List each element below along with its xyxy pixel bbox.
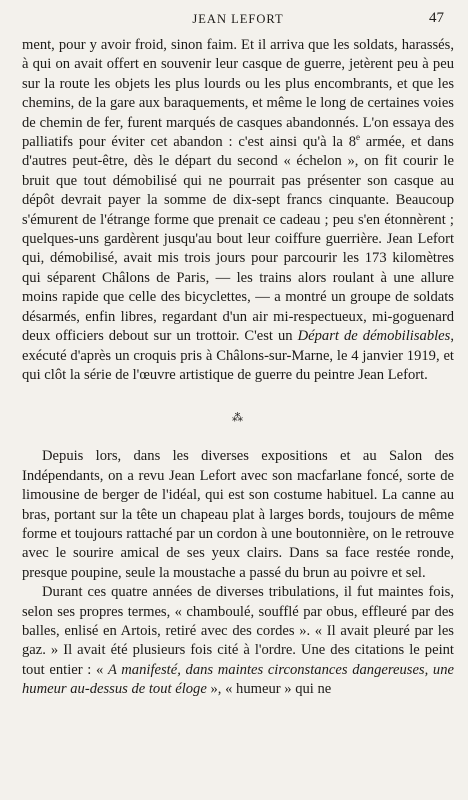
paragraph-tribulations [22,583,454,699]
paragraph-text: ment, pour y avoir froid, sinon faim. Et il arriva que les soldats, harassés, à qui on avait offert en souvenir leur casque de guerre, jetèrent peu à peu sur la route les objets les plus lourds ou les plus encombrants, et que les chemins, de la gare aux baraquements, et même le long de certaines voies de chemin de fer, furent marqués de casques abandonnés. L'on essaya des palliatifs pour éviter cet abandon : c'est ainsi qu'à la 8 [22,37,454,151]
paragraph-text: », « humeur » qui ne [206,681,332,698]
paragraph-text: , exécuté d'après un croquis pris à Châlons-sur-Marne, le 4 janvier 1919, et qui clôt la série de l'œuvre artistique de guerre du peintre Jean Lefort. [22,328,454,383]
page-number: 47 [429,10,444,26]
citation-quote: A manifesté, dans maintes circonstances dangereuses, une humeur au-dessus de tout éloge [22,661,454,698]
paragraph-since: Depuis lors, dans les diverses expositions et au Salon des Indépendants, on a revu Jean Lefort avec son macfarlane foncé, sorte de limousine de berger de l'idéal, qui est son costume habituel. La canne au bras, portant sur la tête un chapeau plat à larges bords, toujours de même forme et toujours rattaché par un cordon à une boutonnière, on le retrouve avec le sourire amical de ses yeux clairs. Dans sa face restée ronde, presque poupine, seule la moustache a passé du brun au poivre et sel. [22,448,454,581]
running-title: JEAN LEFORT [192,12,284,26]
asterism-ornament: ⁂ [232,412,244,425]
page-header [22,10,454,36]
paragraph-text: armée, et dans d'autres peut-être, dès le départ du second « échelon », on fit courir le bruit que tout démobilisé qui ne pourrait pas présenter son casque au dépôt devrait payer la somme de dix-sept francs cinquante. Beaucoup s'émurent de l'étrange forme que prenait ce cadeau ; peu s'en étonnèrent ; quelques-uns gardèrent jusqu'au bout leur coiffure guerrière. Jean Lefort qui, démobilisé, avait mis trois jours pour parcourir les 173 kilomètres qui séparent Châlons de Paris, — les trains alors roulant à une allure moins rapide que celle des bicyclettes, — a montré un groupe de soldats désarmés, enfin libres, regardant d'un air mi-respectueux, mi-goguenard deux officiers debout sur un trottoir. C'est un [22,134,454,345]
paragraph-helmets [22,36,454,385]
artwork-title: Départ de démobilisables [297,328,451,345]
section-separator [22,413,454,423]
paragraph-text: Durant ces quatre années de diverses tribulations, il fut maintes fois, selon ses propres termes, « chamboulé, soufflé par obus, effleuré par des balles, enlisé en Artois, retiré avec des cordes ». « Il avait pleuré par les gaz. » Il avait été plusieurs fois cité à l'ordre. Une des citations le peint tout entier : « [22,584,454,678]
superscript: e [356,132,360,143]
